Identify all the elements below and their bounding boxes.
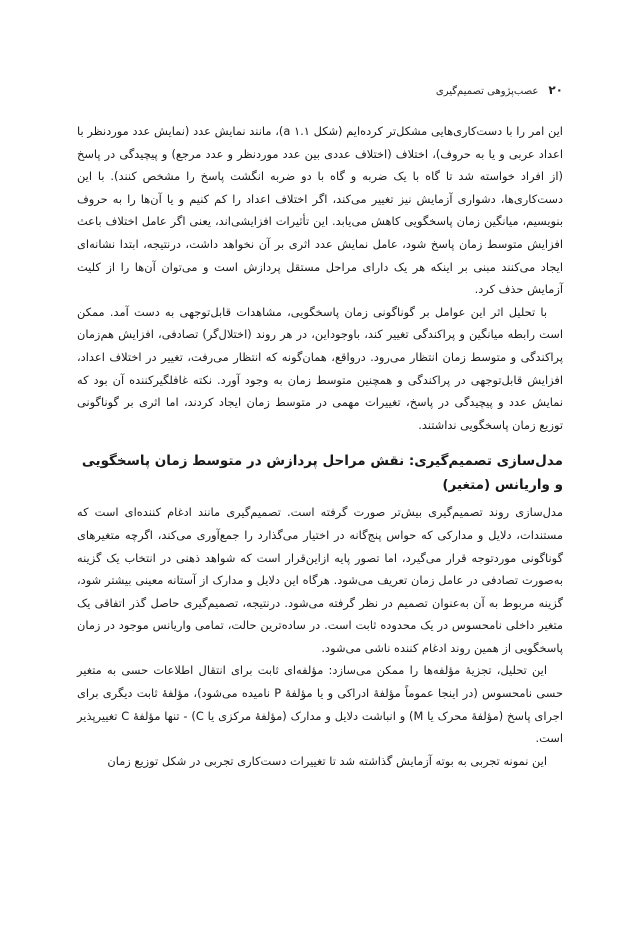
paragraph-4: این تحلیل، تجزیهٔ مؤلفه‌ها را ممکن می‌سازد: مؤلفه‌ای ثابت برای انتقال اطلاعات حسی به متغیر حسی نامحسوس (در اینجا عموماً مؤلفهٔ ادراکی و یا مؤلفهٔ P نامیده می‌شود)، مؤلفهٔ ثابت دیگری برای اجرای پاسخ (مؤلفهٔ محرک یا M) و انباشت دلایل و مدارک (مؤلفهٔ مرکزی یا C) - تنها مؤلفهٔ C تغییرپذیر است. [77,663,563,746]
paragraph-1: این امر را با دست‌کاری‌هایی مشکل‌تر کرده‌ایم (شکل a ۱.۱)، مانند نمایش عدد (نمایش عدد موردنظر با اعداد عربی و یا به حروف)، اختلاف (اختلاف عددی بین عدد موردنظر و عدد مرجع) و پیچیدگی در پاسخ (از افراد خواسته شد تا گاه با یک ضربه و گاه با دو ضربه انگشت پاسخ را مشخص کنند). با این دست‌کاری‌ها، دشواری آزمایش نیز تغییر می‌کند، اگر اختلاف اعداد را کم کنیم و یا آن‌ها را به حروف بنویسیم، میانگین زمان پاسخگویی کاهش می‌یابد. این تأثیرات افزایشی‌اند، یعنی اگر عامل اختلاف باعث افزایش متوسط زمان پاسخ شود، عامل نمایش عدد اثری بر آن نخواهد داشت، درنتیجه، ابتدا نشانه‌ای ایجاد می‌کنند مبنی بر اینکه هر یک دارای مراحل مستقل پردازش است و می‌توان آن‌ها را از کلیت آزمایش حذف کرد. [77,124,563,297]
running-header [77,83,563,97]
paragraph-5: این نمونه تجربی به بوته آزمایش گذاشته شد تا تغییرات دست‌کاری تجربی در شکل توزیع زمان [107,753,547,768]
paragraph-3: مدل‌سازی روند تصمیم‌گیری بیش‌تر صورت گرفته است. تصمیم‌گیری مانند ادغام کننده‌ای است که مستندات، دلایل و مدارکی که حواس پنج‌گانه در اختیار می‌گذارد را جمع‌آوری می‌کند، اگرچه متغیرهای گوناگونی موردتوجه قرار می‌گیرد، اما تصور پایه ازاین‌قرار است که شواهد ذهنی در انتخاب یک گزینه به‌صورت تصادفی در عامل زمان تعریف می‌شود. هرگاه این دلایل و مدارک از آستانه معینی بیشتر شود، گزینه مربوط به آن به‌عنوان تصمیم در نظر گرفته می‌شود. درنتیجه، تصمیم‌گیری حاصل گذر اتفاقی یک متغیر داخلی نامحسوس در یک محدوده ثابت است. در ساده‌ترین حالت، تمامی واریانس موجود در زمان پاسخگویی از همین روند ادغام کننده ناشی می‌شود. [77,505,563,655]
book-page [77,0,563,926]
section-heading: مدل‌سازی تصمیم‌گیری: نقش مراحل پردازش در متوسط زمان پاسخگویی و واریانس (متغیر) [81,453,563,494]
page-number: ۲۰ [548,83,563,97]
body-text [77,120,563,772]
paragraph-2: با تحلیل اثر این عوامل بر گوناگونی زمان پاسخگویی، مشاهدات قابل‌توجهی به دست آمد. ممکن است رابطه میانگین و پراکندگی تغییر کند، باوجوداین، در هر روند (اختلال‌گر) تصادفی، افزایش هم‌زمان پراکندگی و متوسط زمان انتظار می‌رود. درواقع، همان‌گونه که انتظار می‌رفت، تغییر در اختلاف اعداد، افزایش قابل‌توجهی در پراکندگی و همچنین متوسط زمان به وجود آورد. نکته غافلگیرکننده آن بود که نمایش عدد و پیچیدگی در پاسخ، تغییرات مهمی در متوسط زمان ایجاد کردند، اما اثری بر گوناگونی توزیع زمان پاسخگویی نداشتند. [77,304,563,432]
running-title: عصب‌پژوهی تصمیم‌گیری [435,86,539,97]
